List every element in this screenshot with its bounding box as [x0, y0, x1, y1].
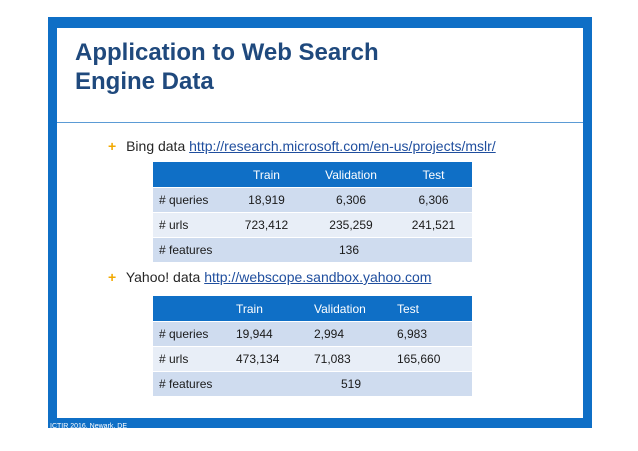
cell-train: 723,412 [226, 213, 307, 238]
title-line-1: Application to Web Search [75, 39, 379, 66]
plus-bullet-icon: + [108, 138, 117, 154]
yahoo-label: Yahoo! data [125, 269, 201, 285]
cell-test: 6,306 [395, 188, 472, 213]
bing-url-link[interactable]: http://research.microsoft.com/en-us/projects/mslr/ [189, 138, 496, 154]
row-label: # urls [153, 213, 226, 238]
cell-test: 241,521 [395, 213, 472, 238]
table-row [153, 372, 472, 397]
table-row [153, 238, 472, 263]
cell-features: 136 [226, 238, 472, 263]
table-row [153, 347, 472, 372]
row-label: # queries [153, 188, 226, 213]
header-cell [153, 162, 226, 188]
slide-title [75, 38, 379, 96]
table-header-row [153, 162, 472, 188]
plus-bullet-icon: + [108, 269, 117, 285]
cell-validation: 6,306 [307, 188, 395, 213]
title-divider [57, 122, 583, 123]
cell-train: 473,134 [230, 347, 308, 372]
row-label: # urls [153, 347, 230, 372]
table-row [153, 188, 472, 213]
yahoo-table [153, 296, 472, 396]
yahoo-bullet [108, 269, 431, 285]
table-header-row [153, 296, 472, 322]
cell-features: 519 [230, 372, 472, 397]
cell-validation: 71,083 [308, 347, 391, 372]
header-cell: Train [226, 162, 307, 188]
cell-train: 18,919 [226, 188, 307, 213]
table-row [153, 213, 472, 238]
cell-validation: 2,994 [308, 322, 391, 347]
row-label: # queries [153, 322, 230, 347]
bing-label: Bing data [126, 138, 186, 154]
cell-test: 165,660 [391, 347, 472, 372]
header-cell: Train [230, 296, 308, 322]
slide-footer: ICTIR 2016, Newark, DE [50, 423, 128, 430]
row-label: # features [153, 372, 230, 397]
header-cell [153, 296, 230, 322]
cell-train: 19,944 [230, 322, 308, 347]
slide-frame [48, 17, 592, 428]
header-cell: Validation [307, 162, 395, 188]
title-line-2: Engine Data [75, 68, 214, 95]
header-cell: Test [391, 296, 472, 322]
header-cell: Test [395, 162, 472, 188]
yahoo-url-link[interactable]: http://webscope.sandbox.yahoo.com [204, 269, 432, 285]
bing-table [153, 162, 472, 262]
cell-test: 6,983 [391, 322, 472, 347]
bing-bullet [108, 138, 496, 154]
cell-validation: 235,259 [307, 213, 395, 238]
table-row [153, 322, 472, 347]
header-cell: Validation [308, 296, 391, 322]
row-label: # features [153, 238, 226, 263]
